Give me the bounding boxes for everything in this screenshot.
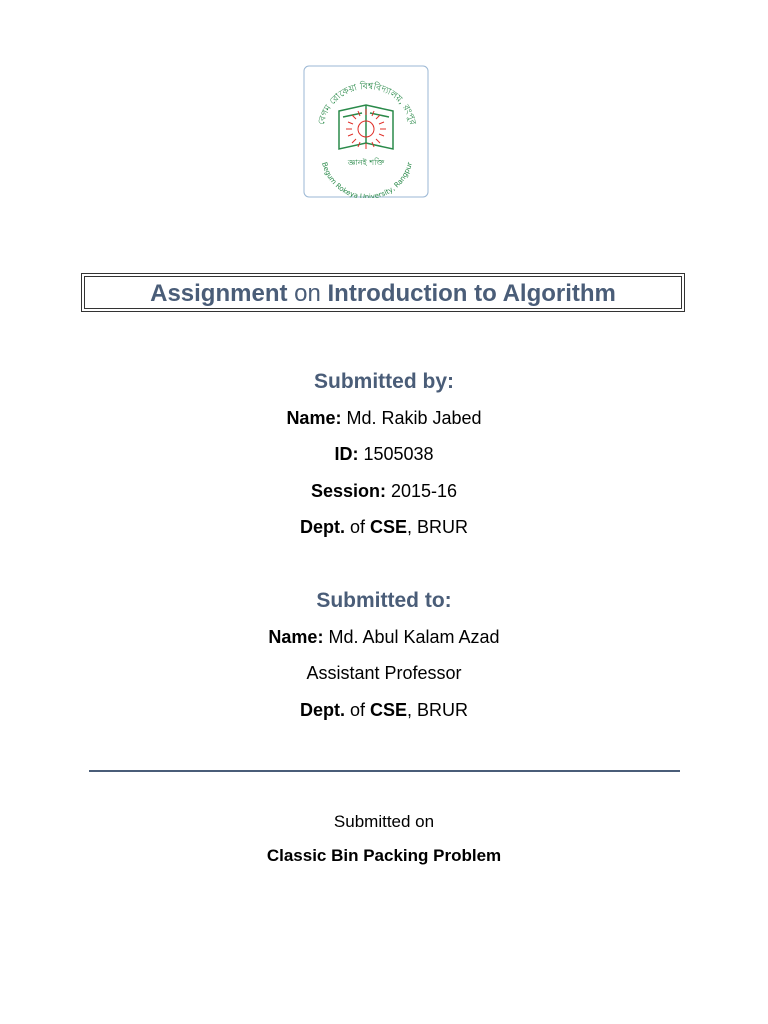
submitter-dept-univ: , BRUR bbox=[407, 517, 469, 537]
logo-arc-text-bottom: Begum Rokeya University, Rangpur bbox=[320, 161, 414, 198]
submitted-to-heading: Submitted to: bbox=[316, 589, 452, 612]
recipient-dept-label: Dept. bbox=[299, 700, 345, 720]
submitted-by-heading: Submitted by: bbox=[314, 370, 454, 393]
submitter-dept-line bbox=[0, 516, 768, 538]
title-part-subject: Introduction to Algorithm bbox=[327, 280, 616, 307]
submitter-id-label: ID: bbox=[334, 444, 359, 464]
submitter-id-value: 1505038 bbox=[358, 444, 434, 464]
submitter-name-label: Name: bbox=[286, 408, 342, 428]
submitter-dept-name: CSE bbox=[369, 517, 407, 537]
title-box bbox=[81, 273, 685, 312]
submitter-dept-of: of bbox=[344, 517, 370, 537]
assignment-title bbox=[82, 280, 684, 308]
title-part-on: on bbox=[287, 280, 328, 307]
submitter-id-line bbox=[0, 443, 768, 465]
recipient-dept-line bbox=[0, 699, 768, 721]
submitter-name-value: Md. Rakib Jabed bbox=[341, 408, 482, 428]
recipient-dept-name: CSE bbox=[369, 700, 407, 720]
logo-arc-text-top: বেগম রোকেয়া বিশ্ববিদ্যালয়, রংপুর bbox=[316, 81, 418, 127]
recipient-dept-of: of bbox=[344, 700, 370, 720]
title-part-assignment: Assignment bbox=[150, 280, 288, 307]
logo-motto: জ্ঞানই শক্তি bbox=[347, 158, 385, 167]
submitter-name-line bbox=[0, 407, 768, 429]
section-divider bbox=[89, 770, 680, 772]
submitted-on-label: Submitted on bbox=[333, 812, 435, 831]
recipient-name-line bbox=[0, 626, 768, 648]
university-logo bbox=[303, 65, 429, 198]
submitter-session-line bbox=[0, 480, 768, 502]
submitter-dept-label: Dept. bbox=[299, 517, 345, 537]
recipient-name-label: Name: bbox=[268, 627, 324, 647]
recipient-designation: Assistant Professor bbox=[306, 663, 462, 683]
recipient-name-value: Md. Abul Kalam Azad bbox=[323, 627, 500, 647]
recipient-dept-univ: , BRUR bbox=[407, 700, 469, 720]
assignment-topic: Classic Bin Packing Problem bbox=[266, 846, 502, 865]
submitter-session-value: 2015-16 bbox=[385, 481, 458, 501]
submitter-session-label: Session: bbox=[310, 481, 386, 501]
